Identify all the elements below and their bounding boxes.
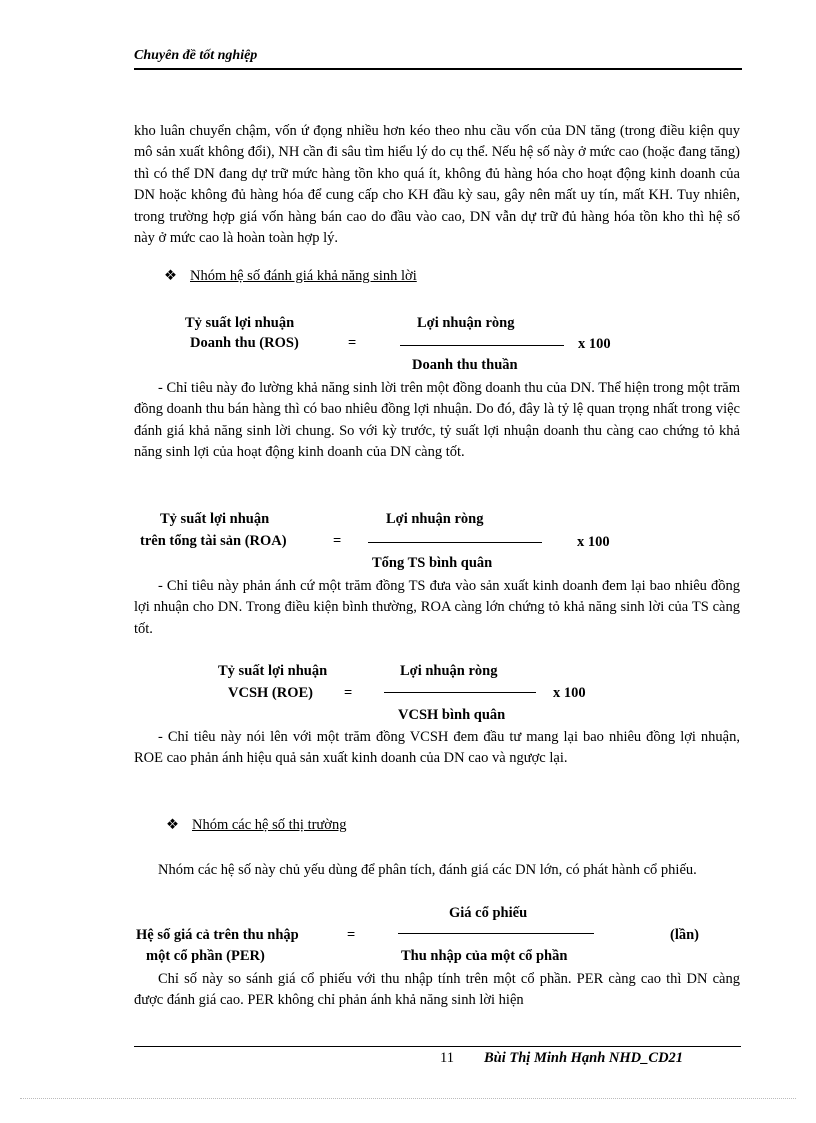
page-number: 11 bbox=[440, 1050, 454, 1066]
page-bottom-border bbox=[20, 1098, 796, 1099]
formula-equals: = bbox=[333, 533, 342, 549]
formula-label-line1: Hệ số giá cả trên thu nhập bbox=[136, 927, 299, 943]
paragraph-market: Nhóm các hệ số này chủ yếu dùng để phân tích, đánh giá các DN lớn, có phát hành cổ phiếu. bbox=[158, 862, 697, 878]
formula-label-line2: VCSH (ROE) bbox=[228, 685, 313, 701]
formula-equals: = bbox=[344, 685, 353, 701]
section-heading: Nhóm hệ số đánh giá khả năng sinh lời bbox=[190, 268, 417, 284]
formula-denominator: Tổng TS bình quân bbox=[372, 555, 493, 571]
formula-equals: = bbox=[348, 335, 357, 351]
formula-numerator: Giá cổ phiếu bbox=[449, 905, 528, 921]
diamond-bullet-icon: ❖ bbox=[166, 817, 179, 833]
paragraph-per: Chỉ số này so sánh giá cổ phiếu với thu nhập tính trên một cổ phần. PER càng cao thì DN càng được đánh giá cao. PER không chỉ phản ánh khả năng sinh lời hiện bbox=[134, 971, 740, 1009]
paragraph-roa: - Chỉ tiêu này phản ánh cứ một trăm đồng TS đưa vào sản xuất kinh doanh đem lại bao nhiêu đồng lợi nhuận cho DN. Trong điều kiện bình thường, ROA càng lớn chứng tỏ khả năng sinh lời của TS càng tốt. bbox=[134, 578, 740, 637]
formula-label-line2: Doanh thu (ROS) bbox=[190, 335, 299, 351]
formula-label-line2: một cổ phần (PER) bbox=[146, 948, 265, 964]
footer-rule bbox=[134, 1046, 741, 1047]
formula-label-line1: Tỷ suất lợi nhuận bbox=[160, 511, 270, 527]
fraction-line bbox=[368, 542, 542, 543]
formula-multiplier: x 100 bbox=[553, 685, 586, 701]
page-header bbox=[134, 48, 742, 64]
paragraph-inventory: kho luân chuyển chậm, vốn ứ đọng nhiều hơn kéo theo nhu cầu vốn của DN tăng (trong điều kiện quy mô sản xuất không đổi), NH cần đi sâu tìm hiểu lý do cụ thể. Nếu hệ số này ở mức cao (hoặc đang tăng) thì có thể DN đang dự trữ mức hàng tồn kho quá ít, không đủ hàng hóa cho hoạt động kinh doanh của DN hoặc không đủ hàng hóa để cung cấp cho KH đầu kỳ sau, gây nên mất uy tín, mất KH. Tuy nhiên, trong trường hợp giá vốn hàng bán cao do đầu vào cao, DN vẫn dự trữ đủ hàng hóa tồn kho thì hệ số này ở mức cao là hoàn toàn hợp lý. bbox=[134, 123, 740, 247]
formula-denominator: VCSH bình quân bbox=[398, 707, 506, 723]
formula-multiplier: x 100 bbox=[578, 336, 611, 352]
header-title: Chuyên đề tốt nghiệp bbox=[134, 48, 258, 63]
footer-author: Bùi Thị Minh Hạnh NHD_CD21 bbox=[484, 1050, 684, 1066]
formula-denominator: Thu nhập của một cổ phần bbox=[401, 948, 568, 964]
paragraph-roe: - Chỉ tiêu này nói lên với một trăm đồng VCSH đem đầu tư mang lại bao nhiêu đồng lợi nhuận, ROE cao phản ánh hiệu quả sản xuất kinh doanh của DN cao và ngược lại. bbox=[134, 729, 740, 767]
header-rule bbox=[134, 68, 742, 70]
formula-numerator: Lợi nhuận ròng bbox=[386, 511, 484, 527]
fraction-line bbox=[398, 933, 594, 934]
diamond-bullet-icon: ❖ bbox=[164, 268, 177, 284]
formula-multiplier: x 100 bbox=[577, 534, 610, 550]
formula-label-line2: trên tổng tài sản (ROA) bbox=[140, 533, 287, 549]
formula-label-line1: Tỷ suất lợi nhuận bbox=[185, 315, 295, 331]
section-heading: Nhóm các hệ số thị trường bbox=[192, 817, 347, 833]
formula-numerator: Lợi nhuận ròng bbox=[417, 315, 515, 331]
formula-denominator: Doanh thu thuần bbox=[412, 357, 518, 373]
formula-multiplier: (lần) bbox=[670, 927, 699, 943]
formula-equals: = bbox=[347, 927, 356, 943]
section-market bbox=[166, 817, 346, 834]
fraction-line bbox=[400, 345, 564, 346]
section-profitability bbox=[164, 268, 417, 285]
paragraph-ros: - Chỉ tiêu này đo lường khả năng sinh lời trên một đồng doanh thu của DN. Thể hiện trong một trăm đồng doanh thu bán hàng thì có bao nhiêu đồng lợi nhuận. Do đó, đây là tỷ lệ quan trọng nhất trong việc đánh giá khả năng sinh lời chung. So với kỳ trước, tỷ suất lợi nhuận doanh thu càng cao chứng tỏ khả năng sinh lợi của hoạt động kinh doanh của DN càng tốt. bbox=[134, 380, 740, 461]
formula-numerator: Lợi nhuận ròng bbox=[400, 663, 498, 679]
formula-label-line1: Tỷ suất lợi nhuận bbox=[218, 663, 328, 679]
fraction-line bbox=[384, 692, 536, 693]
